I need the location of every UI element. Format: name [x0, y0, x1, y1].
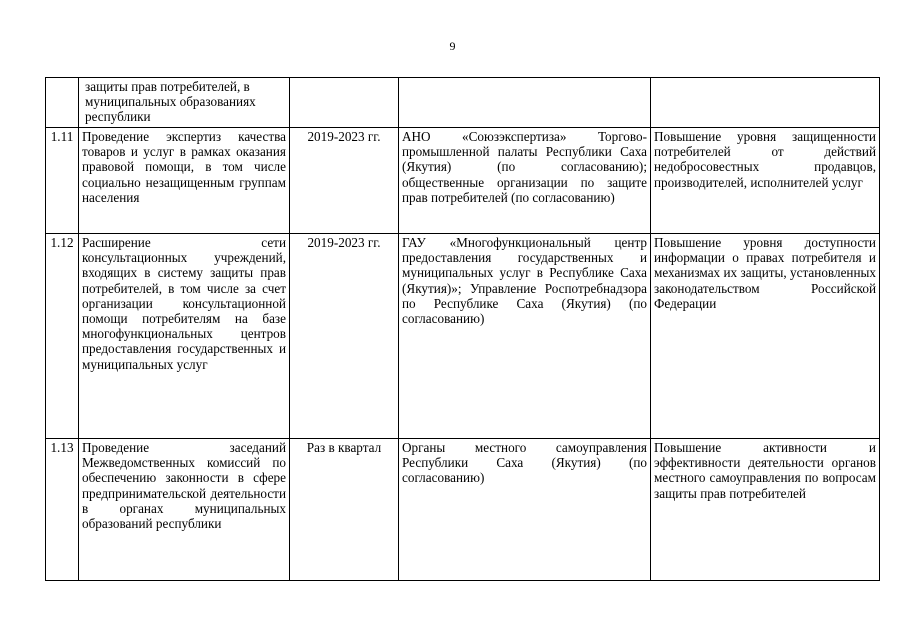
- executors-cell: Органы местного самоуправления Республики Саха (Якутия) (по согласованию): [399, 439, 651, 581]
- measures-table: [45, 77, 880, 581]
- executors-cell: ГАУ «Многофункциональный центр предоставления государственных и муниципальных услуг в Республике Саха (Якутия)»; Управление Роспотребнадзора по Республике Саха (Якутия) (по согласованию): [399, 234, 651, 439]
- row-number-cell: 1.13: [46, 439, 79, 581]
- table-row: [46, 78, 880, 128]
- period-cell: 2019-2023 гг.: [290, 128, 399, 234]
- row-number-cell: [46, 78, 79, 128]
- result-cell: Повышение активности и эффективности деятельности органов местного самоуправления по вопросам защиты прав потребителей: [651, 439, 880, 581]
- measure-cell: Проведение заседаний Межведомственных комиссий по обеспечению законности в сфере предпринимательской деятельности в органах муниципальных образований республики: [79, 439, 290, 581]
- table-row: [46, 128, 880, 234]
- row-number-cell: 1.11: [46, 128, 79, 234]
- table-row: [46, 439, 880, 581]
- result-cell: Повышение уровня защищенности потребителей от действий недобросовестных продавцов, производителей, исполнителей услуг: [651, 128, 880, 234]
- measure-text: защиты прав потребителей, в муниципальных образованиях республики: [85, 79, 256, 125]
- period-cell: Раз в квартал: [290, 439, 399, 581]
- measure-cell: Расширение сети консультационных учреждений, входящих в систему защиты прав потребителей, в том числе за счет организации консультационной помощи потребителям на базе многофункциональных центров предоставления государственных и муниципальных услуг: [79, 234, 290, 439]
- period-cell: 2019-2023 гг.: [290, 234, 399, 439]
- table-row: [46, 234, 880, 439]
- result-cell: [651, 78, 880, 128]
- executors-cell: [399, 78, 651, 128]
- result-cell: Повышение уровня доступности информации о правах потребителя и механизмах их защиты, установленных законодательством Российской Федерации: [651, 234, 880, 439]
- page-number: 9: [449, 39, 456, 53]
- period-cell: [290, 78, 399, 128]
- measure-cell: [79, 78, 290, 128]
- measure-cell: Проведение экспертиз качества товаров и услуг в рамках оказания правовой помощи, в том числе социально незащищенным группам населения: [79, 128, 290, 234]
- executors-cell: АНО «Союзэкспертиза» Торгово-промышленной палаты Республики Саха (Якутия) (по согласованию); общественные организации по защите прав потребителей (по согласованию): [399, 128, 651, 234]
- row-number-cell: 1.12: [46, 234, 79, 439]
